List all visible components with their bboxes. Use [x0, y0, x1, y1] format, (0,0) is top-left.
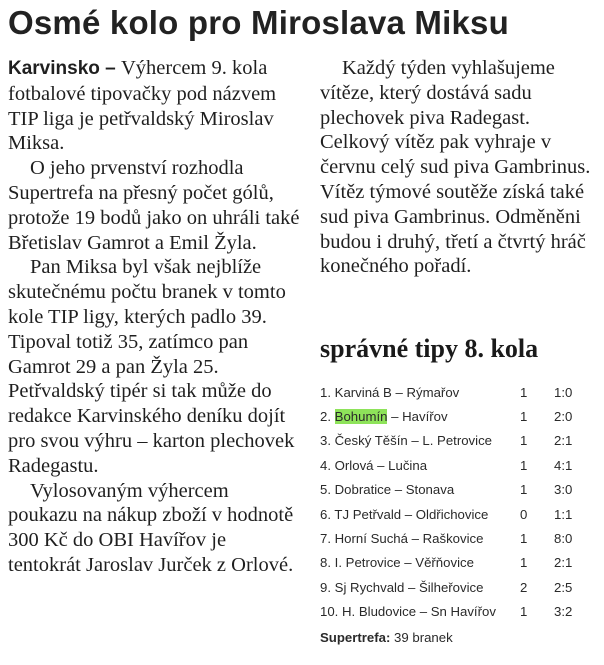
- tip-cell: 1: [520, 384, 528, 400]
- table-row: [320, 478, 602, 502]
- match-cell: 7. Horní Suchá – Raškovice: [320, 531, 484, 547]
- article-left-column: [8, 56, 300, 578]
- match-cell: 1. Karviná B – Rýmařov: [320, 384, 460, 400]
- table-row: [320, 575, 602, 599]
- tip-cell: 1: [520, 531, 528, 547]
- tip-cell: 1: [520, 482, 528, 498]
- table-row: [320, 380, 602, 404]
- article-right-column: [320, 56, 595, 279]
- match-cell: 5. Dobratice – Stonava: [320, 482, 455, 498]
- tip-cell: 1: [520, 457, 528, 473]
- match-cell: 9. Sj Rychvald – Šilheřovice: [320, 579, 484, 595]
- match-cell: [320, 404, 516, 428]
- table-row: [320, 502, 602, 526]
- score-cell: 2:1: [554, 555, 573, 571]
- tip-cell: 1: [520, 555, 528, 571]
- match-cell: 8. I. Petrovice – Věřňovice: [320, 555, 474, 571]
- table-row: [320, 453, 602, 477]
- article-headline: Osmé kolo pro Miroslava Miksu: [8, 4, 509, 41]
- tips-section-title: správné tipy 8. kola: [320, 334, 539, 363]
- match-cell: 3. Český Těšín – L. Petrovice: [320, 433, 493, 449]
- article-paragraph-5: Každý týden vyhlašujeme vítěze, který dostává sadu plechovek piva Radegast. Celkový vítěz pak vyhraje v červnu celý sud piva Gambrinus. Vítěz týmové soutěže získá také sud piva Gambrinus. Odměněni budou i druhý, třetí a čtvrtý hráč konečného pořadí.: [320, 57, 591, 278]
- supertrefa-value: 39 branek: [390, 630, 453, 645]
- match-cell: 4. Orlová – Lučina: [320, 457, 428, 473]
- article-paragraph-4: Vylosovaným výhercem poukazu na nákup zboží v hodnotě 300 Kč do OBI Havířov je tentokrát Jaroslav Jurček z Orlové.: [8, 479, 294, 576]
- match-suffix: – Havířov: [387, 409, 448, 425]
- table-row: [320, 526, 602, 550]
- score-cell: 2:0: [554, 409, 573, 425]
- article-paragraph-1-text: Výhercem 9. kola fotbalové tipovačky pod názvem TIP liga je petřvaldský Miroslav Miksa.: [8, 57, 277, 155]
- table-row: [320, 551, 602, 575]
- score-cell: 1:0: [554, 384, 573, 400]
- tip-cell: 1: [520, 604, 528, 620]
- tip-cell: 1: [520, 433, 528, 449]
- score-cell: 3:2: [554, 604, 573, 620]
- tip-cell: 2: [520, 579, 528, 595]
- article-paragraph-1: [8, 56, 300, 156]
- tip-cell: 0: [520, 506, 528, 522]
- match-cell: 6. TJ Petřvald – Oldřichovice: [320, 506, 489, 522]
- score-cell: 8:0: [554, 531, 573, 547]
- article-paragraph-2: O jeho prvenství rozhodla Supertrefa na přesný počet gólů, protože 19 bodů jako on uhráli také Břetislav Gamrot a Emil Žyla.: [8, 157, 300, 254]
- supertrefa-label: Supertrefa:: [320, 630, 391, 645]
- table-row: [320, 429, 602, 453]
- score-cell: 4:1: [554, 457, 573, 473]
- tips-table: [320, 380, 602, 624]
- article-lead-location: Karvinsko –: [8, 58, 121, 79]
- match-cell: 10. H. Bludovice – Sn Havířov: [320, 604, 496, 620]
- table-row: [320, 600, 602, 624]
- table-row: [320, 404, 602, 428]
- highlighted-team: Bohumín: [334, 409, 388, 425]
- article-paragraph-3: Pan Miksa byl však nejblíže skutečnému počtu branek v tomto kole TIP ligy, kterých padlo 39. Tipoval totiž 35, zatímco pan Gamrot 29 a pan Žyla 25. Petřvaldský tipér si tak může do redakce Karvinského deníku dojít pro svou výhru – karton plechovek Radegastu.: [8, 256, 295, 477]
- score-cell: 1:1: [554, 506, 573, 522]
- score-cell: 2:5: [554, 579, 573, 595]
- score-cell: 2:1: [554, 433, 573, 449]
- match-prefix: 2.: [320, 409, 335, 425]
- supertrefa-line: [320, 630, 600, 645]
- score-cell: 3:0: [554, 482, 573, 498]
- tip-cell: 1: [520, 409, 528, 425]
